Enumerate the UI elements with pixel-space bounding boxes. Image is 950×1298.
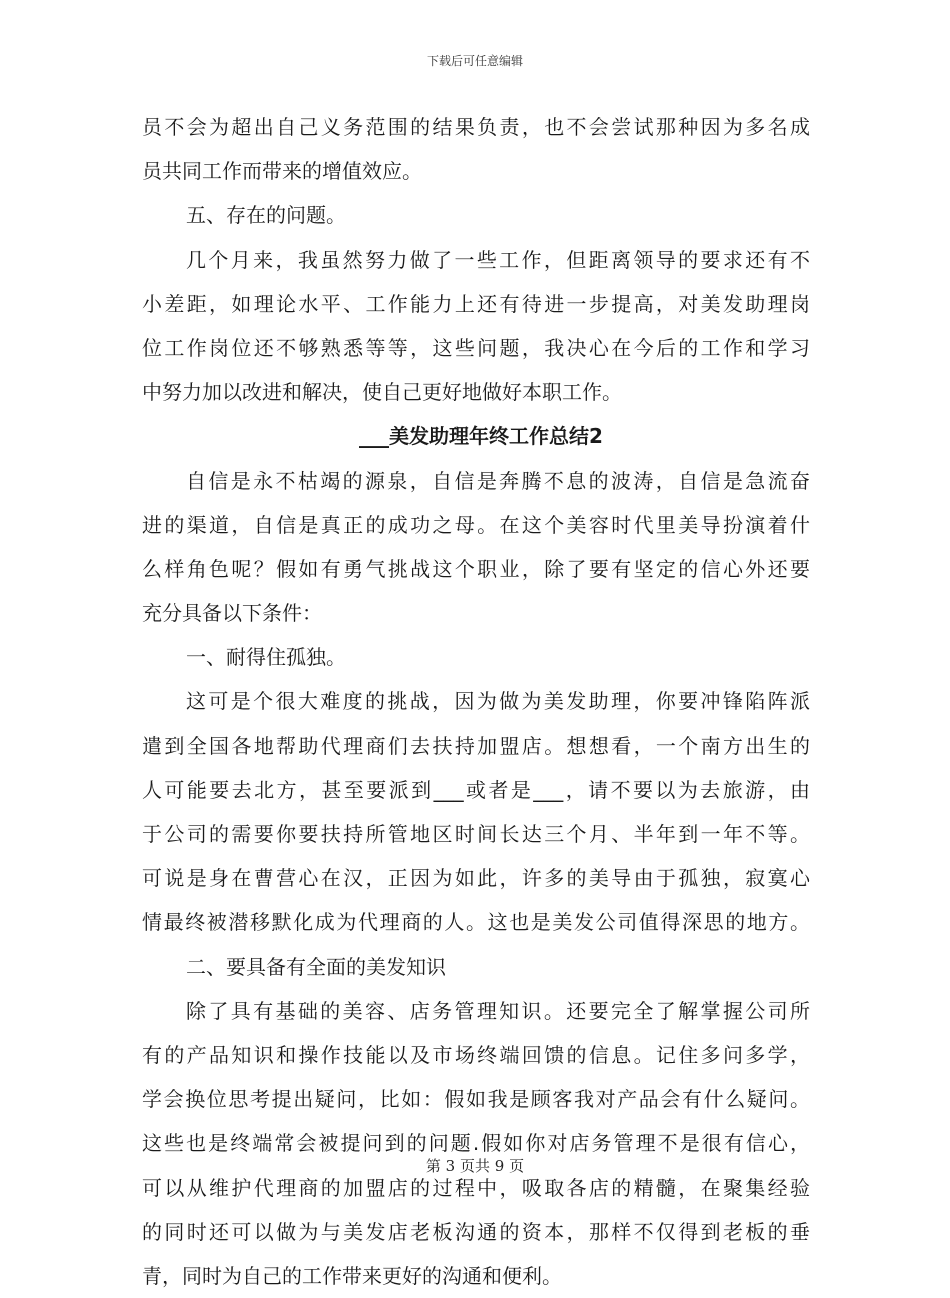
page-header: 下载后可任意编辑 — [426, 54, 523, 68]
section-heading: 五、存在的问题。 — [186, 203, 346, 228]
body-line: 遣到全国各地帮助代理商们去扶持加盟店。想想看，一个南方出生的 — [142, 733, 810, 758]
body-line: 人可能要去北方，甚至要派到___或者是___，请不要以为去旅游，由 — [142, 777, 810, 802]
section-heading: 一、耐得住孤独。 — [186, 645, 346, 670]
body-line: 情最终被潜移默化成为代理商的人。这也是美发公司值得深思的地方。 — [142, 910, 810, 935]
body-line: 充分具备以下条件： — [142, 601, 322, 626]
body-line: 小差距，如理论水平、工作能力上还有待进一步提高，对美发助理岗 — [142, 291, 810, 316]
body-line: 学会换位思考提出疑问，比如：假如我是顾客我对产品会有什么疑问。 — [142, 1087, 810, 1112]
page-number: 第 3 页共 9 页 — [425, 1157, 525, 1175]
body-line: 自信是永不枯竭的源泉，自信是奔腾不息的波涛，自信是急流奋 — [186, 468, 810, 493]
body-line: 这些也是终端常会被提问到的问题.假如你对店务管理不是很有信心， — [142, 1131, 810, 1156]
body-line: 于公司的需要你要扶持所管地区时间长达三个月、半年到一年不等。 — [142, 822, 810, 846]
body-line: 进的渠道，自信是真正的成功之母。在这个美容时代里美导扮演着什 — [142, 512, 810, 537]
body-line: 青，同时为自己的工作带来更好的沟通和便利。 — [142, 1263, 562, 1288]
body-line: 么样角色呢？假如有勇气挑战这个职业，除了要有坚定的信心外还要 — [142, 556, 810, 581]
body-line: 的同时还可以做为与美发店老板沟通的资本，那样不仅得到老板的垂 — [142, 1219, 810, 1244]
body-line: 可以从维护代理商的加盟店的过程中，吸取各店的精髓，在聚集经验 — [142, 1175, 810, 1200]
section-heading: 二、要具备有全面的美发知识 — [186, 954, 446, 979]
body-line: 中努力加以改进和解决，使自己更好地做好本职工作。 — [142, 380, 622, 405]
body-line: 这可是个很大难度的挑战，因为做为美发助理，你要冲锋陷阵派 — [186, 689, 810, 714]
body-line: 几个月来，我虽然努力做了一些工作，但距离领导的要求还有不 — [186, 247, 810, 272]
body-line: 员共同工作而带来的增值效应。 — [142, 159, 422, 184]
body-line: 位工作岗位还不够熟悉等等，这些问题，我决心在今后的工作和学习 — [142, 335, 810, 360]
document-body — [142, 105, 810, 1298]
body-line: 除了具有基础的美容、店务管理知识。还要完全了解掌握公司所 — [186, 998, 810, 1023]
body-line: 员不会为超出自己义务范围的结果负责，也不会尝试那种因为多名成 — [142, 115, 810, 139]
body-line: 可说是身在曹营心在汉，正因为如此，许多的美导由于孤独，寂寞心 — [142, 866, 810, 891]
document-title: ___美发助理年终工作总结2 — [359, 424, 603, 449]
body-line: 有的产品知识和操作技能以及市场终端回馈的信息。记住多问多学， — [142, 1042, 810, 1067]
